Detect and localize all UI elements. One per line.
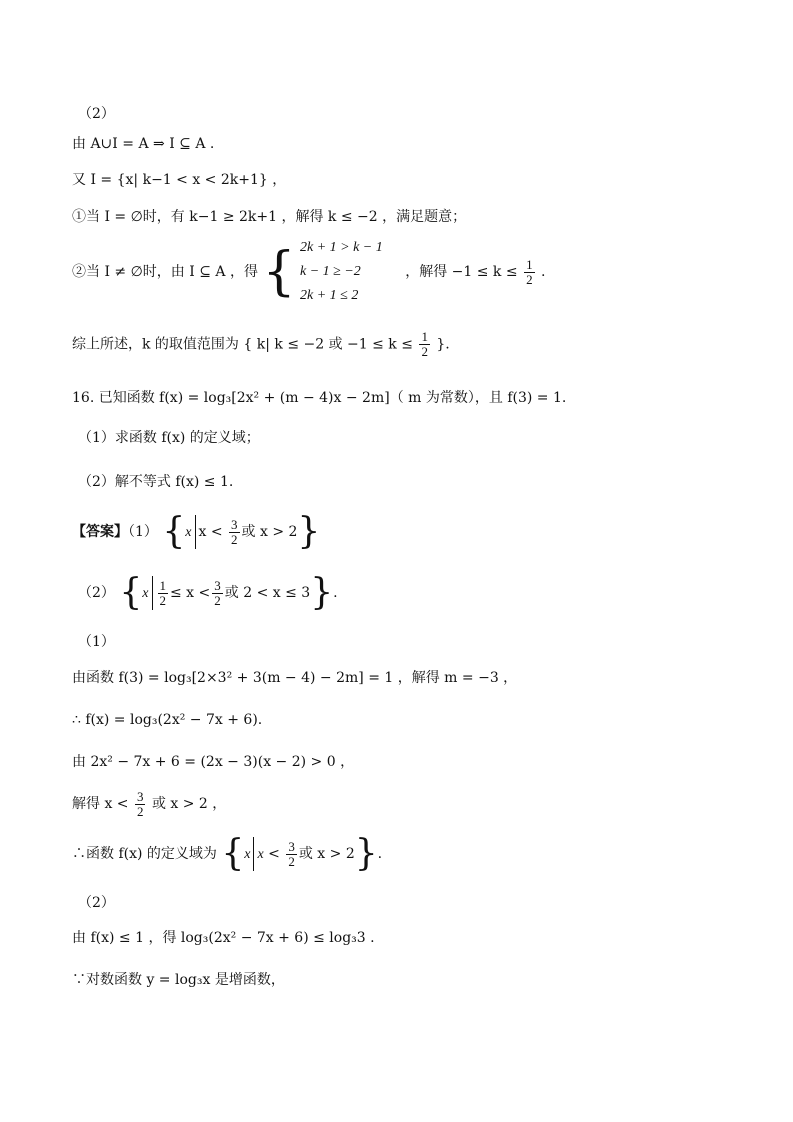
fraction-numerator: 3 xyxy=(214,577,221,593)
inequality-system xyxy=(300,236,383,308)
text-segment: 或 2 < x ≤ 3 xyxy=(224,585,311,601)
fraction xyxy=(229,518,240,547)
question-part2: （2）解不等式 f(x) ≤ 1. xyxy=(78,474,234,490)
text-segment: ，解得 −1 ≤ k ≤ xyxy=(405,264,518,280)
fraction-numerator: 1 xyxy=(421,329,428,344)
solution-part1-label: （1） xyxy=(78,634,115,650)
right-brace: } xyxy=(310,572,334,613)
fraction-numerator: 3 xyxy=(231,516,238,532)
fraction-denominator: 2 xyxy=(214,592,221,608)
fraction-numerator: 1 xyxy=(526,256,533,272)
question-16: 16. 已知函数 f(x) = log₃[2x² + (m − 4)x − 2m]（ m 为常数），且 f(3) = 1. xyxy=(72,390,567,406)
left-brace: { xyxy=(262,242,296,302)
fraction xyxy=(158,579,169,608)
text-line: 由 2x² − 7x + 6 = (2x − 3)(x − 2) > 0 ， xyxy=(72,754,355,770)
right-brace: } xyxy=(297,511,321,552)
set-variable: x xyxy=(257,847,264,862)
text-segment: }. xyxy=(436,336,450,353)
fraction-numerator: 3 xyxy=(288,838,295,854)
text-line xyxy=(72,788,226,820)
system-row: 2k + 1 ≤ 2 xyxy=(299,288,359,303)
fraction-denominator: 2 xyxy=(136,803,144,819)
fraction xyxy=(212,579,223,608)
answer-line-2: （2） {x $\frac{1}{2}$ ≤ x < $\frac{3}{2}$ 或 2 < x ≤ 3}. xyxy=(78,572,338,613)
fraction xyxy=(286,840,297,869)
set-variable: x xyxy=(142,586,149,601)
text-segment: ②当 I ≠ ∅时，由 I ⊆ A ，得 xyxy=(72,264,258,280)
answer-label: 【答案】 xyxy=(72,524,128,540)
text-segment: 综上所述，k 的取值范围为 { k| k ≤ −2 或 −1 ≤ k ≤ xyxy=(72,336,413,353)
text-line: 由函数 f(3) = log₃[2×3² + 3(m − 4) − 2m] = 1 ，解得 m = −3 ， xyxy=(72,670,518,686)
text-segment: . xyxy=(541,264,546,280)
system-row: 2k + 1 > k − 1 xyxy=(299,240,383,255)
text-line: ∴ f(x) = log₃(2x² − 7x + 6). xyxy=(72,712,263,728)
fraction-denominator: 2 xyxy=(421,344,428,359)
text-segment: 或 x > 2 ， xyxy=(151,796,227,812)
text-line: ①当 I = ∅时，有 k−1 ≥ 2k+1 ，解得 k ≤ −2 ，满足题意； xyxy=(72,209,467,225)
text-segment: ∴函数 f(x) 的定义域为 xyxy=(72,846,217,862)
solution-part2-label: （2） xyxy=(78,895,115,911)
question-part1: （1）求函数 f(x) 的定义域； xyxy=(78,430,260,446)
text-line: 又 I = {x| k−1 < x < 2k+1} ， xyxy=(72,172,287,188)
answer-number: （1） xyxy=(128,524,158,540)
part2-label: （2） xyxy=(78,106,115,122)
set-variable: x xyxy=(185,525,192,540)
text-line: 由 A∪I = A ⇒ I ⊆ A . xyxy=(72,136,215,152)
set-bar xyxy=(253,837,254,871)
set-bar xyxy=(152,576,153,610)
fraction xyxy=(135,790,146,819)
fraction-denominator: 2 xyxy=(159,592,166,608)
text-segment: 解得 x < xyxy=(72,796,129,812)
fraction-numerator: 1 xyxy=(159,577,166,593)
fraction xyxy=(524,258,535,287)
left-brace: { xyxy=(221,833,245,874)
text-segment: ≤ x < xyxy=(170,585,211,601)
set-bar xyxy=(195,515,196,549)
text-line: 由 f(x) ≤ 1 ，得 log₃(2x² − 7x + 6) ≤ log₃3 . xyxy=(72,930,375,946)
text-line xyxy=(72,330,450,359)
left-brace: { xyxy=(162,511,186,552)
text-segment: 或 x > 2 xyxy=(298,846,355,862)
fraction xyxy=(419,330,430,359)
set-variable: x xyxy=(244,847,251,862)
system-line xyxy=(72,236,545,308)
answer-number: （2） xyxy=(78,585,115,601)
fraction-numerator: 3 xyxy=(136,788,144,804)
text-segment: 或 x > 2 xyxy=(241,524,298,540)
fraction-denominator: 2 xyxy=(231,531,238,547)
text-line: ∵对数函数 y = log₃x 是增函数， xyxy=(72,972,285,988)
text-line: ∴函数 f(x) 的定义域为 {x x < $\frac{3}{2}$ 或 x > 2}. xyxy=(72,833,383,874)
system-row: k − 1 ≥ −2 xyxy=(299,264,361,279)
left-brace: { xyxy=(119,572,143,613)
fraction-denominator: 2 xyxy=(526,271,533,287)
right-brace: } xyxy=(354,833,378,874)
text-segment: x < xyxy=(198,524,228,540)
fraction-denominator: 2 xyxy=(288,853,295,869)
answer-line-1 xyxy=(72,512,320,553)
